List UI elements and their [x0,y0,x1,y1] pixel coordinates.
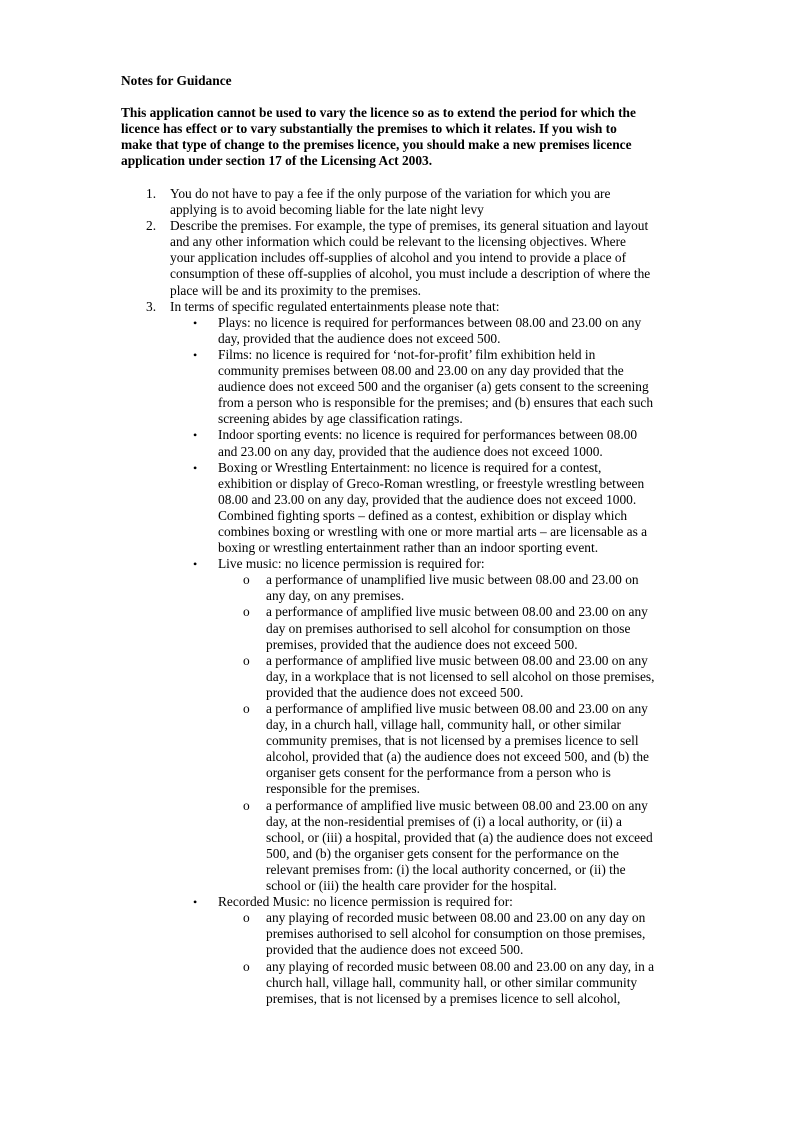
line-text: a performance of amplified live music between 08.00 and 23.00 on any [266,604,648,620]
text-line [0,959,800,975]
text-line [0,701,800,717]
line-text: premises, provided that the audience does not exceed 500. [266,636,578,652]
sub-bullet-marker: o [243,910,250,926]
bullet-marker: • [193,347,198,362]
line-text: relevant premises from: (i) the local authority concerned, or (ii) the [266,861,626,877]
line-text: any playing of recorded music between 08.00 and 23.00 on any day on [266,910,646,926]
intro-line: application under section 17 of the Licensing Act 2003. [121,153,433,169]
text-line [0,830,800,846]
line-text: In terms of specific regulated entertainments please note that: [170,298,500,314]
line-text: and any other information which could be relevant to the licensing objectives. Where [170,234,627,250]
line-text: Describe the premises. For example, the type of premises, its general situation and layout [170,218,649,234]
sub-bullet-marker: o [243,604,250,620]
intro-line: licence has effect or to vary substantially the premises to which it relates. If you wish to [121,121,617,137]
sub-bullet-marker: o [243,652,250,668]
line-text: from a person who is responsible for the premises; and (b) ensures that each such [218,395,654,411]
text-line [0,250,800,266]
line-text: day, provided that the audience does not exceed 500. [218,330,501,346]
line-text: school, or (iii) a hospital, provided that (a) the audience does not exceed [266,829,653,845]
line-text: 500, and (b) the organiser gets consent for the performance on the [266,845,619,861]
line-text: organiser gets consent for the performance from a person who is [266,765,611,781]
text-line [0,685,800,701]
text-line [0,476,800,492]
line-text: any day, on any premises. [266,588,405,604]
text-line [0,540,800,556]
line-text: Combined fighting sports – defined as a contest, exhibition or display which [218,507,628,523]
text-line [0,572,800,588]
line-text: premises, that is not licensed by a premises licence to sell alcohol, [266,990,621,1006]
line-text: any playing of recorded music between 08.00 and 23.00 on any day, in a [266,958,655,974]
text-line [0,202,800,218]
text-line [0,798,800,814]
line-text: alcohol, provided that (a) the audience does not exceed 500, and (b) the [266,749,649,765]
text-line [0,878,800,894]
text-line [0,846,800,862]
text-line [0,524,800,540]
line-text: and 23.00 on any day, provided that the audience does not exceed 1000. [218,443,603,459]
bullet-marker: • [193,460,198,475]
bullet-marker: • [193,557,198,572]
text-line [0,910,800,926]
sub-bullet-marker: o [243,958,250,974]
text-line [0,653,800,669]
text-line [0,266,800,282]
text-line [0,942,800,958]
sub-bullet-marker: o [243,797,250,813]
line-text: Live music: no licence permission is required for: [218,556,485,572]
line-text: Films: no licence is required for ‘not-for-profit’ film exhibition held in [218,346,596,362]
text-line [0,508,800,524]
bullet-marker: • [193,895,198,910]
text-line [0,556,800,572]
line-text: Recorded Music: no licence permission is required for: [218,894,513,910]
text-line [0,926,800,942]
line-text: responsible for the premises. [266,781,420,797]
line-text: provided that the audience does not exceed 500. [266,942,524,958]
line-text: boxing or wrestling entertainment rather than an indoor sporting event. [218,540,599,556]
text-line [0,733,800,749]
text-line [0,604,800,620]
bullet-marker: • [193,315,198,330]
text-line [0,588,800,604]
line-text: school or (iii) the health care provider for the hospital. [266,878,557,894]
bullet-marker: • [193,428,198,443]
item-number: 3. [146,298,157,314]
text-line [0,395,800,411]
text-line [0,299,800,315]
guidance-list [0,186,800,1007]
item-number: 1. [146,186,157,201]
line-text: Boxing or Wrestling Entertainment: no licence is required for a contest, [218,459,602,475]
line-text: premises authorised to sell alcohol for consumption on those premises, [266,926,646,942]
line-text: Plays: no licence is required for performances between 08.00 and 23.00 on any [218,314,642,330]
line-text: a performance of amplified live music between 08.00 and 23.00 on any [266,701,648,716]
line-text: Indoor sporting events: no licence is required for performances between 08.00 [218,427,638,443]
text-line [0,637,800,653]
line-text: applying is to avoid becoming liable for the late night levy [170,202,484,218]
text-line [0,669,800,685]
line-text: a performance of amplified live music between 08.00 and 23.00 on any [266,652,648,668]
line-text: combines boxing or wrestling with one or more martial arts – are licensable as a [218,523,648,539]
text-line [0,283,800,299]
text-line [0,781,800,797]
line-text: audience does not exceed 500 and the organiser (a) gets consent to the screening [218,379,649,395]
text-line [0,717,800,733]
text-line [0,427,800,443]
sub-bullet-marker: o [243,572,250,588]
text-line [0,765,800,781]
text-line [0,975,800,991]
text-line [0,444,800,460]
text-line [0,749,800,765]
line-text: a performance of amplified live music between 08.00 and 23.00 on any [266,797,648,813]
text-line [0,347,800,363]
line-text: screening abides by age classification ratings. [218,411,463,427]
line-text: You do not have to pay a fee if the only purpose of the variation for which you are [170,186,611,201]
text-line [0,814,800,830]
line-text: place will be and its proximity to the premises. [170,282,422,298]
intro-line: make that type of change to the premises licence, you should make a new premises licence [121,137,632,153]
text-line [0,621,800,637]
line-text: day on premises authorised to sell alcohol for consumption on those [266,620,631,636]
line-text: your application includes off-supplies of alcohol and you intend to provide a place of [170,250,627,266]
text-line [0,363,800,379]
intro-line: This application cannot be used to vary the licence so as to extend the period for which the [121,105,636,120]
text-line [0,331,800,347]
page-title: Notes for Guidance [121,73,232,88]
text-line [0,991,800,1007]
text-line [0,492,800,508]
line-text: exhibition or display of Greco-Roman wrestling, or freestyle wrestling between [218,475,645,491]
text-line [0,315,800,331]
text-line [0,234,800,250]
line-text: 08.00 and 23.00 on any day, provided that the audience does not exceed 1000. [218,491,637,507]
line-text: day, at the non-residential premises of (i) a local authority, or (ii) a [266,813,622,829]
text-line [0,186,800,202]
text-line [0,379,800,395]
item-number: 2. [146,218,157,234]
line-text: provided that the audience does not exceed 500. [266,684,524,700]
line-text: community premises, that is not licensed by a premises licence to sell [266,733,639,749]
line-text: day, in a workplace that is not licensed to sell alcohol on those premises, [266,668,655,684]
text-line [0,218,800,234]
line-text: community premises between 08.00 and 23.00 on any day provided that the [218,363,624,379]
line-text: day, in a church hall, village hall, community hall, or other similar [266,717,622,733]
text-line [0,894,800,910]
intro-paragraph [121,105,681,169]
line-text: church hall, village hall, community hall, or other similar community [266,974,638,990]
line-text: consumption of these off-supplies of alcohol, you must include a description of where the [170,266,651,282]
text-line [0,862,800,878]
line-text: a performance of unamplified live music between 08.00 and 23.00 on [266,572,639,588]
text-line [0,411,800,427]
sub-bullet-marker: o [243,701,250,716]
text-line [0,460,800,476]
